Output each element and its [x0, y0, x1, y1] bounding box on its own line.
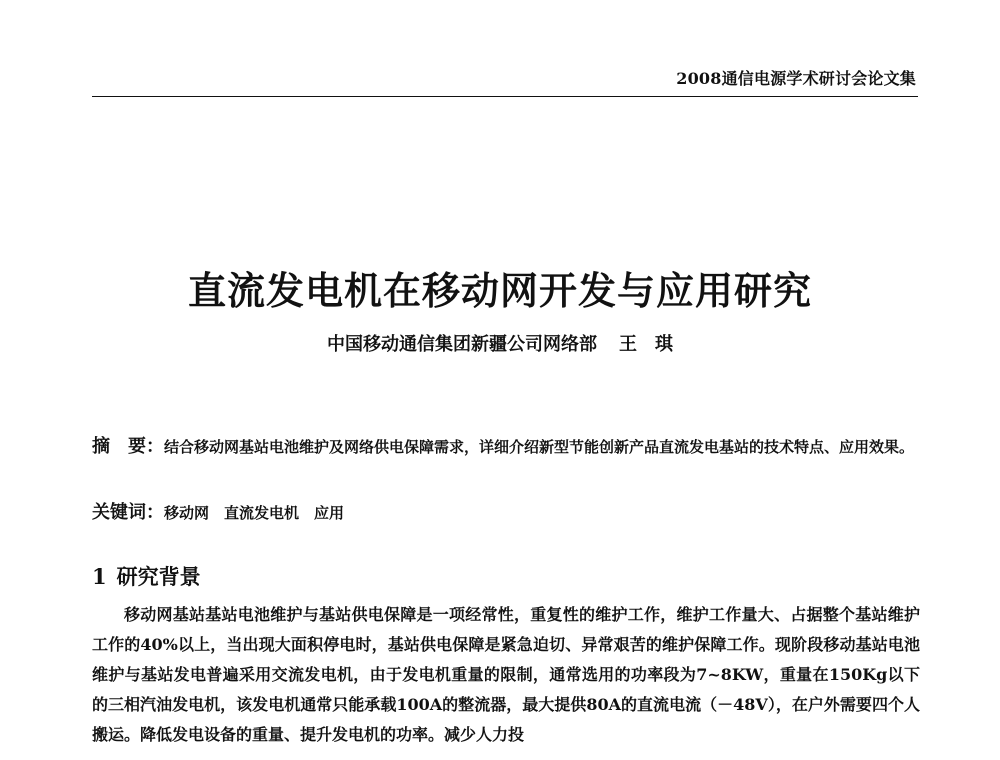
abstract-label: 摘 要： — [92, 436, 164, 457]
section-number: 1 — [92, 564, 107, 589]
author-name: 王 琪 — [619, 334, 673, 355]
abstract — [92, 432, 920, 462]
author-affiliation: 中国移动通信集团新疆公司网络部 — [327, 334, 597, 355]
section-heading — [92, 561, 201, 591]
keywords-label: 关键词： — [92, 502, 164, 523]
header-rule — [92, 96, 918, 97]
keywords — [92, 500, 920, 526]
paper-title: 直流发电机在移动网开发与应用研究 — [187, 269, 812, 313]
keywords-text: 移动网 直流发电机 应用 — [164, 504, 345, 522]
abstract-text: 结合移动网基站电池维护及网络供电保障需求，详细介绍新型节能创新产品直流发电基站的技术特点、应用效果。 — [164, 438, 915, 456]
body-paragraph: 移动网基站基站电池维护与基站供电保障是一项经常性，重复性的维护工作，维护工作量大、占据整个基站维护工作的40%以上，当出现大面积停电时，基站供电保障是紧急迫切、异常艰苦的维护保障工作。现阶段移动基站电池维护与基站发电普遍采用交流发电机，由于发电机重量的限制，通常选用的功率段为7~8KW，重量在150Kg以下的三相汽油发电机，该发电机通常只能承载100A的整流器，最大提供80A的直流电流（－48V），在户外需要四个人搬运。降低发电设备的重量、提升发电机的功率。减少人力投 — [92, 605, 920, 744]
author-line — [0, 330, 1000, 356]
running-header: 2008通信电源学术研讨会论文集 — [676, 69, 916, 88]
section-title: 研究背景 — [116, 565, 201, 589]
